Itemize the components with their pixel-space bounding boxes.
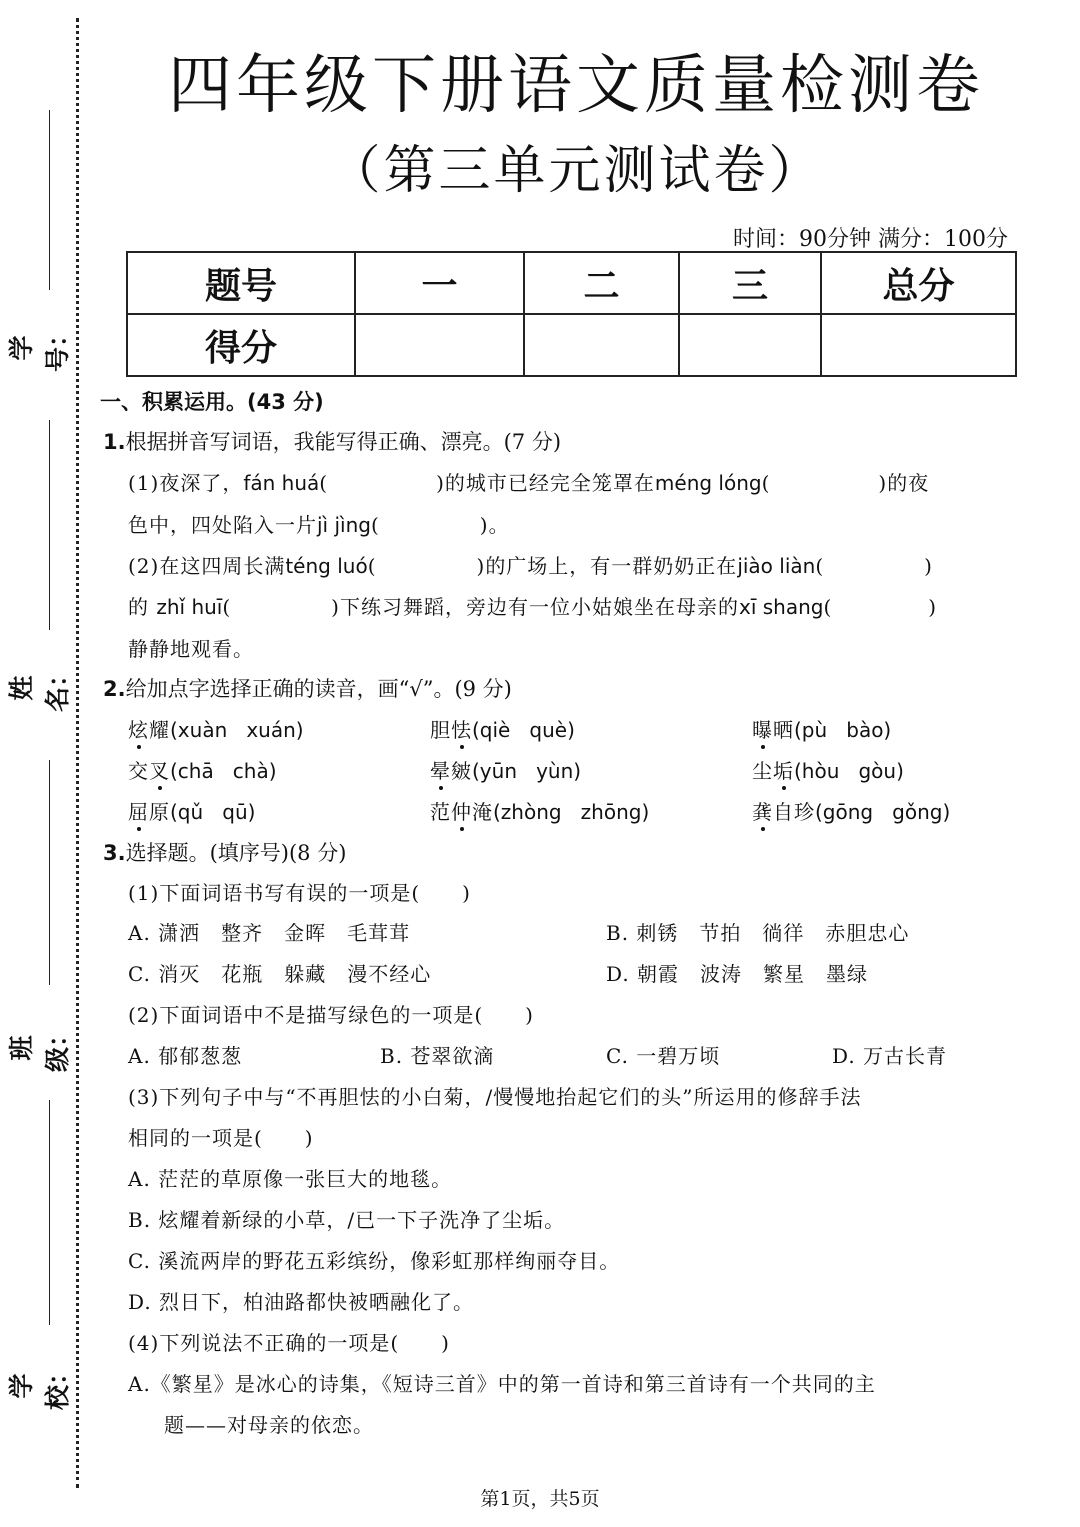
binding-dotted-line	[76, 18, 79, 1488]
q2-pinyin-choices: (zhòng zhōng)	[493, 800, 650, 824]
page-footer: 第1页，共5页	[480, 1488, 600, 1510]
time-info: 时间：90分钟 满分：100分	[733, 227, 1008, 252]
score-header-cell: 二	[524, 252, 679, 314]
q2-pinyin-choices: (chā chà)	[170, 759, 277, 783]
q3-sub3-option[interactable]: B. 炫耀着新绿的小草，/已一下子洗净了尘垢。	[128, 1208, 566, 1232]
q2-pinyin-choices: (xuàn xuán)	[170, 718, 304, 742]
q2-word: 交叉	[128, 759, 170, 783]
text: (1)夜深了，	[128, 471, 244, 495]
pinyin: jiào liàn	[737, 554, 816, 578]
q3-sub1-option[interactable]: A. 潇洒 整齐 金晖 毛茸茸	[128, 921, 411, 945]
q2-word: 龚自珍	[752, 800, 815, 824]
q1-line-4: 的 zhǐ huī( )下练习舞蹈，旁边有一位小姑娘坐在母亲的xī shang( )	[128, 595, 938, 619]
q2-word: 屈原	[128, 800, 170, 824]
q2-pinyin-choices: (hòu gòu)	[794, 759, 904, 783]
q2-pinyin-choices: (qiè què)	[472, 718, 575, 742]
text: 的广场上，有一群奶奶正在	[485, 554, 738, 578]
q1-line-1: (1)夜深了，fán huá( )的城市已经完全笼罩在méng lóng( )的夜	[128, 471, 930, 495]
q2-pinyin-choices: (pù bào)	[794, 718, 892, 742]
student-no-line	[49, 110, 50, 290]
q3-sub3-option[interactable]: D. 烈日下，柏油路都快被晒融化了。	[128, 1290, 475, 1314]
pinyin: xī shang	[738, 595, 824, 619]
q2-word: 范仲淹	[430, 800, 493, 824]
q2-word: 胆怯	[430, 718, 472, 742]
q3-sub2: (2)下面词语中不是描写绿色的一项是( )	[128, 1003, 534, 1027]
page-title: 四年级下册语文质量检测卷	[168, 49, 984, 123]
score-header-cell: 题号	[127, 252, 355, 314]
pinyin: méng lóng	[654, 471, 762, 495]
score-table-header-row	[127, 252, 1016, 314]
text: 的城市已经完全笼罩在	[444, 471, 655, 495]
q3-sub1-option[interactable]: C. 消灭 花瓶 躲藏 漫不经心	[128, 962, 432, 986]
question-number: 3.	[103, 841, 126, 865]
q3-sub2-option[interactable]: C. 一碧万顷	[606, 1044, 721, 1068]
score-input-cell[interactable]	[821, 314, 1016, 376]
q3-sub3-option[interactable]: A. 茫茫的草原像一张巨大的地毯。	[128, 1167, 453, 1191]
q2-option[interactable]	[752, 755, 904, 784]
q2-option[interactable]	[430, 796, 649, 825]
q2-word: 曝晒	[752, 718, 794, 742]
question-text: 给加点字选择正确的读音，画“√”。(9 分)	[125, 677, 512, 701]
name-label: 姓名：	[7, 661, 72, 712]
q2-pinyin-choices: (gōng gǒng)	[815, 800, 951, 824]
q3-sub4: (4)下列说法不正确的一项是( )	[128, 1331, 450, 1355]
score-input-cell[interactable]	[524, 314, 679, 376]
question-number: 1.	[103, 430, 126, 454]
text: (2)在这四周长满	[128, 554, 286, 578]
q1-line-3: (2)在这四周长满téng luó( )的广场上，有一群奶奶正在jiào liàn( )	[128, 554, 933, 578]
score-table-score-row	[127, 314, 1016, 376]
q2-option[interactable]	[752, 796, 950, 825]
q2-pinyin-choices: (yūn yùn)	[472, 759, 582, 783]
q3-sub1-option[interactable]: B. 刺锈 节拍 徜徉 赤胆忠心	[606, 921, 910, 945]
q2-option[interactable]	[430, 714, 575, 743]
text: 的夜	[887, 471, 930, 495]
q2-word: 晕皴	[430, 759, 472, 783]
q3-sub1: (1)下面词语书写有误的一项是( )	[128, 881, 471, 905]
q3-sub1-option[interactable]: D. 朝霞 波涛 繁星 墨绿	[606, 962, 869, 986]
school-line	[49, 1100, 50, 1325]
score-header-cell: 一	[355, 252, 524, 314]
pinyin: fán huá	[243, 471, 320, 495]
pinyin: zhǐ huī	[156, 595, 223, 619]
question-text: 根据拼音写词语，我能写得正确、漂亮。(7 分)	[125, 430, 562, 454]
q2-option[interactable]	[128, 796, 255, 825]
class-line	[49, 760, 50, 985]
name-line	[49, 420, 50, 630]
score-table	[126, 251, 1017, 377]
q1-line-2: 色中，四处陷入一片jì jìng( )。	[128, 513, 510, 537]
question-1-stem	[103, 426, 561, 456]
question-3-stem	[103, 837, 346, 867]
pinyin: téng luó	[285, 554, 368, 578]
q2-pinyin-choices: (qǔ qū)	[170, 800, 256, 824]
score-input-cell[interactable]	[679, 314, 821, 376]
score-row-label: 得分	[127, 314, 355, 376]
q3-sub3-option[interactable]: C. 溪流两岸的野花五彩缤纷，像彩虹那样绚丽夺目。	[128, 1249, 621, 1273]
text: 的	[128, 595, 149, 619]
score-header-cell: 三	[679, 252, 821, 314]
student-no-label: 学号：	[7, 321, 72, 372]
text: 色中，四处陷入一片	[128, 513, 317, 537]
q2-option[interactable]	[430, 755, 581, 784]
question-text: 选择题。(填序号)(8 分)	[125, 841, 347, 865]
score-header-cell: 总分	[821, 252, 1016, 314]
question-number: 2.	[103, 677, 126, 701]
q3-sub2-option[interactable]: A. 郁郁葱葱	[128, 1044, 243, 1068]
text: 。	[488, 513, 510, 537]
score-input-cell[interactable]	[355, 314, 524, 376]
school-label: 学校：	[7, 1359, 72, 1410]
section-1-title: 一、积累运用。(43 分)	[100, 390, 324, 414]
text: 下练习舞蹈，旁边有一位小姑娘坐在母亲的	[339, 595, 739, 619]
q2-option[interactable]	[752, 714, 891, 743]
q3-sub3-line1: (3)下列句子中与“不再胆怯的小白菊，/慢慢地抬起它们的头”所运用的修辞手法	[128, 1085, 862, 1109]
page-subtitle: （第三单元测试卷）	[328, 141, 824, 201]
q2-word: 炫耀	[128, 718, 170, 742]
q2-option[interactable]	[128, 755, 277, 784]
q1-line-5: 静静地观看。	[128, 637, 254, 661]
q3-sub2-option[interactable]: D. 万古长青	[832, 1044, 948, 1068]
pinyin: jì jìng	[317, 513, 371, 537]
class-label: 班级：	[7, 1021, 72, 1072]
q3-sub2-option[interactable]: B. 苍翠欲滴	[380, 1044, 495, 1068]
q2-word: 尘垢	[752, 759, 794, 783]
q3-sub3-line2: 相同的一项是( )	[128, 1126, 314, 1150]
q2-option[interactable]	[128, 714, 304, 743]
question-2-stem	[103, 673, 512, 703]
q3-sub4-option-a-line1[interactable]: A.《繁星》是冰心的诗集，《短诗三首》中的第一首诗和第三首诗有一个共同的主	[128, 1372, 876, 1396]
q3-sub4-option-a-line2[interactable]: 题——对母亲的依恋。	[164, 1413, 374, 1437]
